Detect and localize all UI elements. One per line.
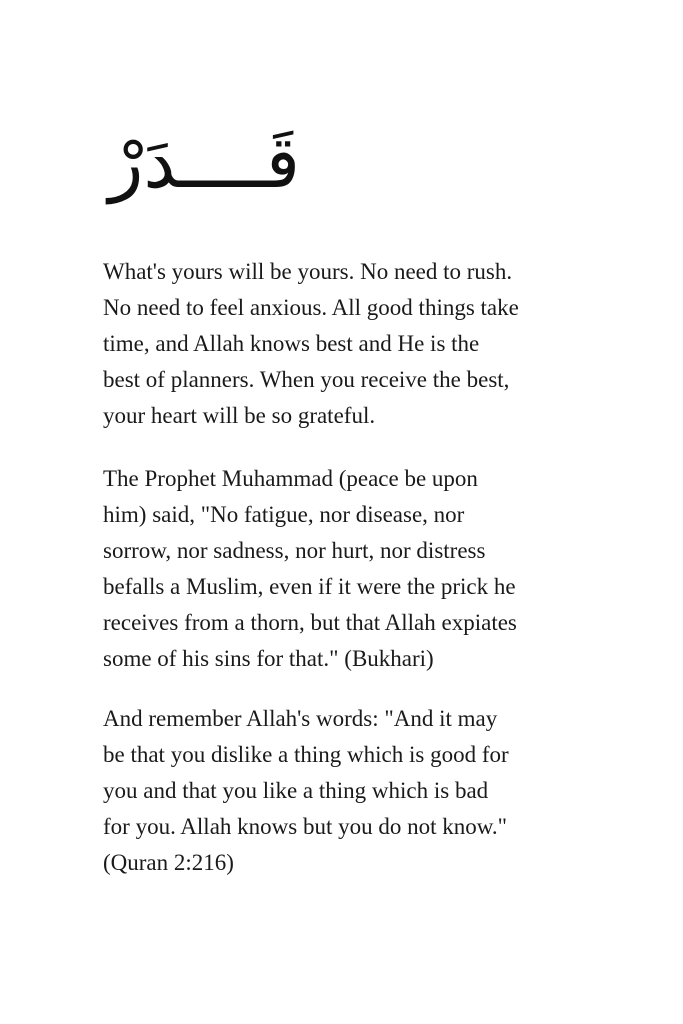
text-line: The Prophet Muhammad (peace be upon [103, 466, 478, 491]
text-line: best of planners. When you receive the best, [103, 367, 510, 392]
text-line: befalls a Muslim, even if it were the prick he [103, 574, 516, 599]
text-line: No need to feel anxious. All good things take [103, 295, 519, 320]
text-line: What's yours will be yours. No need to rush. [103, 259, 513, 284]
arabic-title: قَــــدَرْ [108, 120, 300, 204]
text-line: (Quran 2:216) [103, 850, 234, 875]
text-line: receives from a thorn, but that Allah expiates [103, 610, 517, 635]
text-line: your heart will be so grateful. [103, 403, 376, 428]
text-line: sorrow, nor sadness, nor hurt, nor distress [103, 538, 486, 563]
text-line: for you. Allah knows but you do not know." [103, 814, 507, 839]
paragraph-reflection [103, 254, 603, 434]
paragraph-quran [103, 701, 603, 881]
paragraph-hadith [103, 461, 603, 677]
text-line: time, and Allah knows best and He is the [103, 331, 480, 356]
text-line: you and that you like a thing which is bad [103, 778, 489, 803]
text-line: him) said, "No fatigue, nor disease, nor [103, 502, 465, 527]
text-line: And remember Allah's words: "And it may [103, 706, 498, 731]
text-line: some of his sins for that." (Bukhari) [103, 646, 434, 671]
text-line: be that you dislike a thing which is good for [103, 742, 509, 767]
